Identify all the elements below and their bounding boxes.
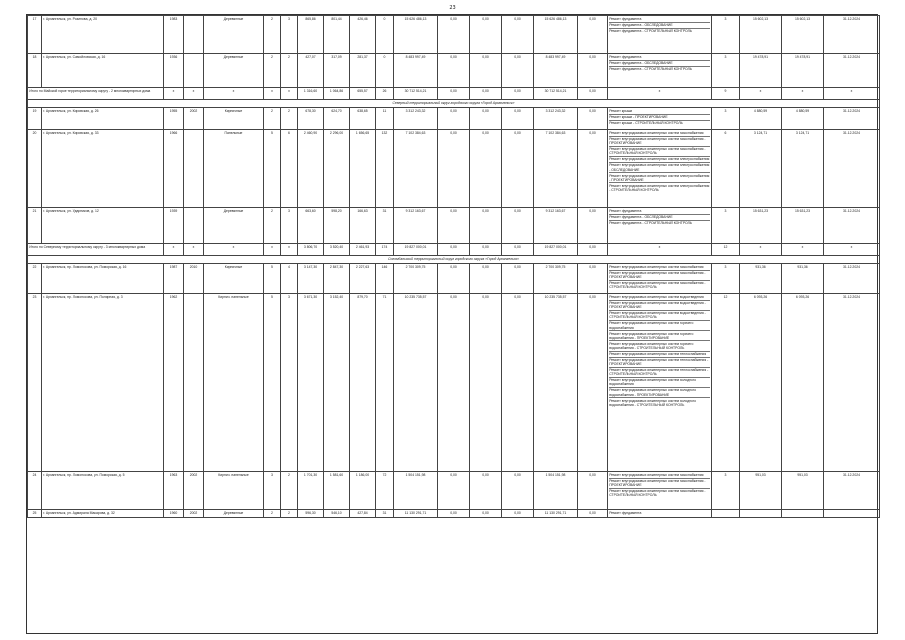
- floors-cell: 2: [264, 208, 281, 244]
- year-overhaul-cell: [184, 54, 204, 88]
- table-row: [28, 208, 880, 244]
- living-area-cell: 598,20: [324, 208, 350, 244]
- subtotal-x-cell: x: [184, 244, 204, 256]
- total-area-cell: 1 701,30: [298, 472, 324, 510]
- works-count-cell: 3: [712, 208, 740, 244]
- entrances-cell: 2: [281, 472, 298, 510]
- year-built-cell: 1966: [164, 130, 184, 208]
- unit-cost-cell: 931,36: [740, 264, 782, 294]
- total-area-cell: 3 671,30: [298, 294, 324, 472]
- subtotal-residents-cell: 174: [376, 244, 394, 256]
- cost-local-cell: 0,00: [502, 264, 534, 294]
- max-unit-cost-cell: 4 880,59: [782, 108, 824, 130]
- subtotal-x-cell: x: [204, 244, 264, 256]
- work-item: Ремонт внутридомовых инженерных систем газоснабжения: [609, 473, 710, 479]
- cost-local-cell: 0,00: [502, 472, 534, 510]
- living-area-cell: 317,09: [324, 54, 350, 88]
- apartments-area-cell: 426,46: [350, 16, 376, 54]
- year-built-cell: 1960: [164, 510, 184, 518]
- address-cell: г. Архангельск, ул. Кировская, д. 26: [42, 108, 164, 130]
- wall-material-cell: Кирпичные: [204, 108, 264, 130]
- cost-budget-cell: 0,00: [470, 472, 502, 510]
- entrances-cell: 3: [281, 208, 298, 244]
- row-number: 17: [28, 16, 42, 54]
- subtotal-x-cell: x: [264, 244, 281, 256]
- entrances-cell: 2: [281, 108, 298, 130]
- deadline-cell: 31.12.2024: [824, 54, 880, 88]
- subtotal-c3-cell: 0,00: [502, 244, 534, 256]
- work-item: Ремонт внутридомовых инженерных систем теплоснабжения - СТРОИТЕЛЬНЫЙ КОНТРОЛЬ: [609, 368, 709, 377]
- work-item: Ремонт внутридомовых инженерных систем горячего водоснабжения - ПРОЕКТИРОВАНИЕ: [609, 331, 710, 341]
- subtotal-area-total-cell: 3 806,70: [298, 244, 324, 256]
- cost-owners-cell: 8 483 997,49: [534, 54, 578, 88]
- subtotal-x-cell: x: [281, 88, 298, 100]
- floors-cell: 3: [264, 472, 281, 510]
- year-overhaul-cell: 2010: [184, 264, 204, 294]
- address-cell: г. Архангельск, ул. Самойловская, д. 16: [42, 54, 164, 88]
- subtotal-x-cell: x: [264, 88, 281, 100]
- floors-cell: 5: [264, 130, 281, 208]
- residents-cell: 0: [376, 54, 394, 88]
- works-list-cell: [608, 130, 712, 208]
- cost-fund-cell: 0,00: [438, 510, 470, 518]
- max-unit-cost-cell: 15 602,13: [782, 16, 824, 54]
- year-overhaul-cell: [184, 208, 204, 244]
- work-item: Ремонт внутридомовых инженерных систем водоотведения: [609, 295, 710, 301]
- work-item: Ремонт крыши - ПРОЕКТИРОВАНИЕ: [609, 115, 710, 121]
- wall-material-cell: Деревянные: [204, 16, 264, 54]
- entrances-cell: 6: [281, 130, 298, 208]
- floors-cell: 5: [264, 264, 281, 294]
- wall-material-cell: Деревянные: [204, 208, 264, 244]
- cost-owners-cell: 3 312 243,32: [534, 108, 578, 130]
- table-row: [28, 130, 880, 208]
- year-overhaul-cell: 2002: [184, 472, 204, 510]
- residents-cell: 72: [376, 472, 394, 510]
- subtotal-area-b-cell: 2 461,93: [350, 244, 376, 256]
- entrances-cell: 2: [281, 510, 298, 518]
- subtotal-area-b-cell: 655,57: [350, 88, 376, 100]
- wall-material-cell: Панельные: [204, 130, 264, 208]
- cost-total-cell: 10 235 735,57: [394, 294, 438, 472]
- deadline-cell: 31.12.2024: [824, 208, 880, 244]
- subtotal-x-cell: x: [782, 88, 824, 100]
- year-built-cell: 1983: [164, 16, 184, 54]
- wall-material-cell: Кирпичные: [204, 264, 264, 294]
- unit-cost-cell: 15 602,13: [740, 16, 782, 54]
- table-row: [28, 472, 880, 510]
- cost-local-cell: 0,00: [502, 130, 534, 208]
- residents-cell: 11: [376, 108, 394, 130]
- unit-cost-cell: 6 093,26: [740, 294, 782, 472]
- apartments-area-cell: 638,65: [350, 108, 376, 130]
- floors-cell: 2: [264, 54, 281, 88]
- row-number: 20: [28, 130, 42, 208]
- residents-cell: 31: [376, 208, 394, 244]
- cost-budget-cell: 0,00: [470, 294, 502, 472]
- works-list-cell: [608, 108, 712, 130]
- deadline-cell: 31.12.2024: [824, 108, 880, 130]
- subtotal-row: [28, 244, 880, 256]
- cost-budget-cell: 0,00: [470, 54, 502, 88]
- cost-other-cell: 0,00: [578, 130, 608, 208]
- work-item: Ремонт фундамента - СТРОИТЕЛЬНЫЙ КОНТРОЛЬ: [609, 66, 693, 71]
- capital-repair-register-table: [27, 15, 880, 518]
- cost-total-cell: 3 312 243,32: [394, 108, 438, 130]
- cost-fund-cell: 0,00: [438, 264, 470, 294]
- section-title: Соломбальский территориальный округ городского округа «Город Архангельск»: [28, 256, 880, 264]
- work-item: Ремонт внутридомовых инженерных систем газоснабжения: [609, 265, 710, 271]
- entrances-cell: 3: [281, 294, 298, 472]
- year-built-cell: 1987: [164, 264, 184, 294]
- subtotal-x-cell: x: [824, 88, 880, 100]
- year-overhaul-cell: [184, 16, 204, 54]
- cost-budget-cell: 0,00: [470, 208, 502, 244]
- cost-total-cell: 1 504 151,98: [394, 472, 438, 510]
- year-built-cell: 1955: [164, 108, 184, 130]
- cost-budget-cell: 0,00: [470, 264, 502, 294]
- living-area-cell: 3 152,40: [324, 294, 350, 472]
- cost-fund-cell: 0,00: [438, 108, 470, 130]
- entrances-cell: 3: [281, 16, 298, 54]
- subtotal-c4-cell: 19 827 000,01: [534, 244, 578, 256]
- work-item: Ремонт внутридомовых инженерных систем водоотведения - СТРОИТЕЛЬНЫЙ КОНТРОЛЬ: [609, 311, 710, 321]
- subtotal-x-cell: x: [184, 88, 204, 100]
- work-item: Ремонт внутридомовых инженерных систем газоснабжения - СТРОИТЕЛЬНЫЙ КОНТРОЛЬ: [609, 489, 706, 498]
- works-list-cell: [608, 54, 712, 88]
- year-built-cell: 1936: [164, 54, 184, 88]
- subtotal-row: [28, 88, 880, 100]
- apartments-area-cell: 281,37: [350, 54, 376, 88]
- year-built-cell: 1962: [164, 294, 184, 472]
- row-number: 22: [28, 264, 42, 294]
- apartments-area-cell: 1 656,65: [350, 130, 376, 208]
- table-row: [28, 510, 880, 518]
- max-unit-cost-cell: 3 124,71: [782, 130, 824, 208]
- cost-fund-cell: 0,00: [438, 294, 470, 472]
- row-number: 24: [28, 472, 42, 510]
- work-item: Ремонт фундамента - ОБСЛЕДОВАНИЕ: [609, 61, 710, 67]
- max-unit-cost-cell: 6 093,26: [782, 294, 824, 472]
- residents-cell: 31: [376, 510, 394, 518]
- subtotal-x-cell: x: [608, 244, 712, 256]
- living-area-cell: 624,70: [324, 108, 350, 130]
- works-count-cell: 3: [712, 472, 740, 510]
- residents-cell: 146: [376, 264, 394, 294]
- cost-fund-cell: 0,00: [438, 16, 470, 54]
- works-count-cell: [712, 510, 740, 518]
- work-item: Ремонт фундамента: [609, 17, 710, 23]
- year-overhaul-cell: [184, 130, 204, 208]
- residents-cell: 71: [376, 294, 394, 472]
- floors-cell: 2: [264, 16, 281, 54]
- work-item: Ремонт фундамента - СТРОИТЕЛЬНЫЙ КОНТРОЛЬ: [609, 220, 693, 225]
- table-row: [28, 16, 880, 54]
- year-overhaul-cell: 2002: [184, 510, 204, 518]
- subtotal-cost-cell: 30 712 514,21: [394, 88, 438, 100]
- work-item: Ремонт внутридомовых инженерных систем холодного водоснабжения - СТРОИТЕЛЬНЫЙ КОНТРОЛЬ: [609, 398, 696, 407]
- work-item: Ремонт внутридомовых инженерных систем газоснабжения: [609, 131, 710, 137]
- section-title: Северный территориальный округ городского округа «Город Архангельск»: [28, 100, 880, 108]
- subtotal-c2-cell: 0,00: [470, 88, 502, 100]
- deadline-cell: 31.12.2024: [824, 16, 880, 54]
- subtotal-area-a-cell: 3 520,40: [324, 244, 350, 256]
- cost-other-cell: 0,00: [578, 510, 608, 518]
- max-unit-cost-cell: 19 478,91: [782, 54, 824, 88]
- cost-owners-cell: 9 312 163,67: [534, 208, 578, 244]
- cost-fund-cell: 0,00: [438, 130, 470, 208]
- work-item: Ремонт внутридомовых инженерных систем газоснабжения - СТРОИТЕЛЬНЫЙ КОНТРОЛЬ: [609, 147, 710, 157]
- cost-other-cell: 0,00: [578, 294, 608, 472]
- address-cell: г. Архангельск, ул. Розинова, д. 20: [42, 16, 164, 54]
- cost-other-cell: 0,00: [578, 208, 608, 244]
- subtotal-label: Итого по Майской горке территориальному округу - 2 многоквартирных дома: [28, 88, 164, 100]
- wall-material-cell: Кирпич. панельные: [204, 294, 264, 472]
- section-header-row: [28, 256, 880, 264]
- deadline-cell: [824, 510, 880, 518]
- subtotal-label: Итого по Северному территориальному округу - 3 многоквартирных дома: [28, 244, 164, 256]
- work-item: Ремонт внутридомовых инженерных систем электроснабжения - ОБСЛЕДОВАНИЕ: [609, 163, 710, 172]
- cost-fund-cell: 0,00: [438, 54, 470, 88]
- work-item: Ремонт внутридомовых инженерных систем теплоснабжения - ПРОЕКТИРОВАНИЕ: [609, 357, 709, 367]
- row-number: 21: [28, 208, 42, 244]
- work-item: Ремонт фундамента - ОБСЛЕДОВАНИЕ: [609, 23, 710, 29]
- table-row: [28, 54, 880, 88]
- total-area-cell: 427,07: [298, 54, 324, 88]
- works-list-cell: [608, 208, 712, 244]
- cost-local-cell: 0,00: [502, 16, 534, 54]
- max-unit-cost-cell: 951,03: [782, 472, 824, 510]
- works-count-cell: 3: [712, 108, 740, 130]
- subtotal-x-cell: x: [164, 244, 184, 256]
- entrances-cell: 2: [281, 54, 298, 88]
- subtotal-x-cell: x: [740, 88, 782, 100]
- cost-total-cell: 2 700 309,75: [394, 264, 438, 294]
- cost-other-cell: 0,00: [578, 108, 608, 130]
- living-area-cell: 801,44: [324, 16, 350, 54]
- unit-cost-cell: 3 124,71: [740, 130, 782, 208]
- subtotal-c2-cell: 0,00: [470, 244, 502, 256]
- work-item: Ремонт внутридомовых инженерных систем горячего водоснабжения - СТРОИТЕЛЬНЫЙ КОНТРОЛЬ: [609, 341, 710, 351]
- table-row: [28, 108, 880, 130]
- subtotal-x-cell: x: [164, 88, 184, 100]
- subtotal-c1-cell: 0,00: [438, 88, 470, 100]
- living-area-cell: 2 847,30: [324, 264, 350, 294]
- row-number: 25: [28, 510, 42, 518]
- work-item: Ремонт внутридомовых инженерных систем газоснабжения - ПРОЕКТИРОВАНИЕ: [609, 479, 710, 489]
- row-number: 19: [28, 108, 42, 130]
- living-area-cell: 1 581,60: [324, 472, 350, 510]
- work-item: Ремонт внутридомовых инженерных систем газоснабжения - СТРОИТЕЛЬНЫЙ КОНТРОЛЬ: [609, 281, 706, 290]
- total-area-cell: 678,30: [298, 108, 324, 130]
- subtotal-count-cell: 12: [712, 244, 740, 256]
- register-table-sheet: [26, 14, 878, 634]
- apartments-area-cell: 427,84: [350, 510, 376, 518]
- cost-total-cell: 15 626 486,13: [394, 16, 438, 54]
- works-count-cell: 6: [712, 130, 740, 208]
- subtotal-area-a-cell: 1 064,86: [324, 88, 350, 100]
- works-list-cell: [608, 472, 712, 510]
- table-row: [28, 294, 880, 472]
- work-item: Ремонт внутридомовых инженерных систем электроснабжения - СТРОИТЕЛЬНЫЙ КОНТРОЛЬ: [609, 183, 710, 192]
- cost-total-cell: 7 102 384,63: [394, 130, 438, 208]
- work-item: Ремонт фундамента: [609, 510, 642, 515]
- residents-cell: 132: [376, 130, 394, 208]
- works-count-cell: 3: [712, 16, 740, 54]
- cost-fund-cell: 0,00: [438, 208, 470, 244]
- work-item: Ремонт внутридомовых инженерных систем газоснабжения - ПРОЕКТИРОВАНИЕ: [609, 271, 710, 281]
- subtotal-x-cell: x: [204, 88, 264, 100]
- year-overhaul-cell: 2002: [184, 108, 204, 130]
- table-body: [28, 16, 880, 518]
- deadline-cell: 31.12.2024: [824, 264, 880, 294]
- page-number: 23: [449, 5, 456, 11]
- cost-total-cell: 9 312 163,67: [394, 208, 438, 244]
- subtotal-c3-cell: 0,00: [502, 88, 534, 100]
- work-item: Ремонт внутридомовых инженерных систем электроснабжения: [609, 157, 710, 162]
- address-cell: г. Архангельск, ул. Адмирала Макарова, д. 32: [42, 510, 164, 518]
- total-area-cell: 596,30: [298, 510, 324, 518]
- work-item: Ремонт крыши: [609, 109, 710, 115]
- works-count-cell: 3: [712, 54, 740, 88]
- cost-total-cell: 11 130 291,71: [394, 510, 438, 518]
- cost-owners-cell: 1 504 151,98: [534, 472, 578, 510]
- apartments-area-cell: 166,63: [350, 208, 376, 244]
- works-list-cell: [608, 16, 712, 54]
- max-unit-cost-cell: [782, 510, 824, 518]
- address-cell: г. Архангельск, пр. Ломоносова, ул. Полярная, д. 3: [42, 294, 164, 472]
- cost-other-cell: 0,00: [578, 54, 608, 88]
- cost-budget-cell: 0,00: [470, 130, 502, 208]
- subtotal-area-total-cell: 1 316,60: [298, 88, 324, 100]
- subtotal-c5-cell: 0,00: [578, 88, 608, 100]
- work-item: Ремонт внутридомовых инженерных систем водоотведения - ПРОЕКТИРОВАНИЕ: [609, 301, 710, 311]
- cost-local-cell: 0,00: [502, 54, 534, 88]
- total-area-cell: 3 147,30: [298, 264, 324, 294]
- wall-material-cell: Деревянные: [204, 54, 264, 88]
- unit-cost-cell: 19 478,91: [740, 54, 782, 88]
- address-cell: г. Архангельск, пр. Ломоносова, ул. Поморская, д. 5: [42, 472, 164, 510]
- work-item: Ремонт внутридомовых инженерных систем теплоснабжения: [609, 352, 710, 358]
- unit-cost-cell: 951,03: [740, 472, 782, 510]
- residents-cell: 0: [376, 16, 394, 54]
- work-item: Ремонт внутридомовых инженерных систем горячего водоснабжения: [609, 321, 710, 331]
- wall-material-cell: Деревянные: [204, 510, 264, 518]
- cost-local-cell: 0,00: [502, 510, 534, 518]
- cost-total-cell: 8 483 997,49: [394, 54, 438, 88]
- subtotal-c1-cell: 0,00: [438, 244, 470, 256]
- deadline-cell: 31.12.2024: [824, 294, 880, 472]
- subtotal-cost-cell: 19 827 000,01: [394, 244, 438, 256]
- works-list-cell: [608, 294, 712, 472]
- subtotal-count-cell: 9: [712, 88, 740, 100]
- cost-owners-cell: 10 235 735,57: [534, 294, 578, 472]
- max-unit-cost-cell: 15 631,23: [782, 208, 824, 244]
- deadline-cell: 31.12.2024: [824, 130, 880, 208]
- year-overhaul-cell: [184, 294, 204, 472]
- work-item: Ремонт фундамента - СТРОИТЕЛЬНЫЙ КОНТРОЛЬ: [609, 28, 693, 33]
- cost-local-cell: 0,00: [502, 208, 534, 244]
- cost-other-cell: 0,00: [578, 472, 608, 510]
- works-count-cell: 12: [712, 294, 740, 472]
- address-cell: г. Архангельск, пр. Ломоносова, ул. Поморская, д. 16: [42, 264, 164, 294]
- work-item: Ремонт внутридомовых инженерных систем электроснабжения - ПРОЕКТИРОВАНИЕ: [609, 173, 710, 182]
- cost-local-cell: 0,00: [502, 294, 534, 472]
- unit-cost-cell: 4 880,59: [740, 108, 782, 130]
- subtotal-x-cell: x: [740, 244, 782, 256]
- year-built-cell: 1963: [164, 472, 184, 510]
- living-area-cell: 2 296,00: [324, 130, 350, 208]
- entrances-cell: 4: [281, 264, 298, 294]
- subtotal-c4-cell: 30 712 514,21: [534, 88, 578, 100]
- work-item: Ремонт внутридомовых инженерных систем газоснабжения - ПРОЕКТИРОВАНИЕ: [609, 137, 710, 147]
- works-count-cell: 3: [712, 264, 740, 294]
- total-area-cell: 2 460,90: [298, 130, 324, 208]
- subtotal-x-cell: x: [824, 244, 880, 256]
- deadline-cell: 31.12.2024: [824, 472, 880, 510]
- cost-other-cell: 0,00: [578, 264, 608, 294]
- total-area-cell: 663,60: [298, 208, 324, 244]
- cost-owners-cell: 7 102 384,63: [534, 130, 578, 208]
- address-cell: г. Архангельск, ул. Кировская, д. 33: [42, 130, 164, 208]
- cost-local-cell: 0,00: [502, 108, 534, 130]
- cost-other-cell: 0,00: [578, 16, 608, 54]
- cost-owners-cell: 2 700 309,75: [534, 264, 578, 294]
- unit-cost-cell: 15 631,23: [740, 208, 782, 244]
- floors-cell: 5: [264, 294, 281, 472]
- apartments-area-cell: 2 227,63: [350, 264, 376, 294]
- max-unit-cost-cell: 931,36: [782, 264, 824, 294]
- cost-budget-cell: 0,00: [470, 510, 502, 518]
- work-item: Ремонт фундамента: [609, 55, 710, 61]
- work-item: Ремонт фундамента - ОБСЛЕДОВАНИЕ: [609, 215, 710, 221]
- work-item: Ремонт крыши - СТРОИТЕЛЬНЫЙ КОНТРОЛЬ: [609, 120, 683, 125]
- work-item: Ремонт внутридомовых инженерных систем холодного водоснабжения - ПРОЕКТИРОВАНИЕ: [609, 388, 710, 398]
- year-built-cell: 1939: [164, 208, 184, 244]
- works-list-cell: [608, 264, 712, 294]
- table-row: [28, 264, 880, 294]
- floors-cell: 2: [264, 108, 281, 130]
- cost-fund-cell: 0,00: [438, 472, 470, 510]
- unit-cost-cell: [740, 510, 782, 518]
- works-list-cell: [608, 510, 712, 518]
- work-item: Ремонт фундамента: [609, 209, 710, 215]
- subtotal-x-cell: x: [281, 244, 298, 256]
- row-number: 23: [28, 294, 42, 472]
- row-number: 18: [28, 54, 42, 88]
- subtotal-c5-cell: 0,00: [578, 244, 608, 256]
- work-item: Ремонт внутридомовых инженерных систем холодного водоснабжения: [609, 378, 710, 388]
- apartments-area-cell: 879,70: [350, 294, 376, 472]
- cost-budget-cell: 0,00: [470, 16, 502, 54]
- wall-material-cell: Кирпич. панельные: [204, 472, 264, 510]
- total-area-cell: 865,86: [298, 16, 324, 54]
- apartments-area-cell: 1 186,00: [350, 472, 376, 510]
- cost-owners-cell: 11 130 291,71: [534, 510, 578, 518]
- subtotal-x-cell: x: [782, 244, 824, 256]
- cost-budget-cell: 0,00: [470, 108, 502, 130]
- living-area-cell: 546,10: [324, 510, 350, 518]
- subtotal-x-cell: x: [608, 88, 712, 100]
- cost-owners-cell: 15 626 486,13: [534, 16, 578, 54]
- subtotal-residents-cell: 26: [376, 88, 394, 100]
- section-header-row: [28, 100, 880, 108]
- address-cell: г. Архангельск, ул. Ударников, д. 12: [42, 208, 164, 244]
- floors-cell: 2: [264, 510, 281, 518]
